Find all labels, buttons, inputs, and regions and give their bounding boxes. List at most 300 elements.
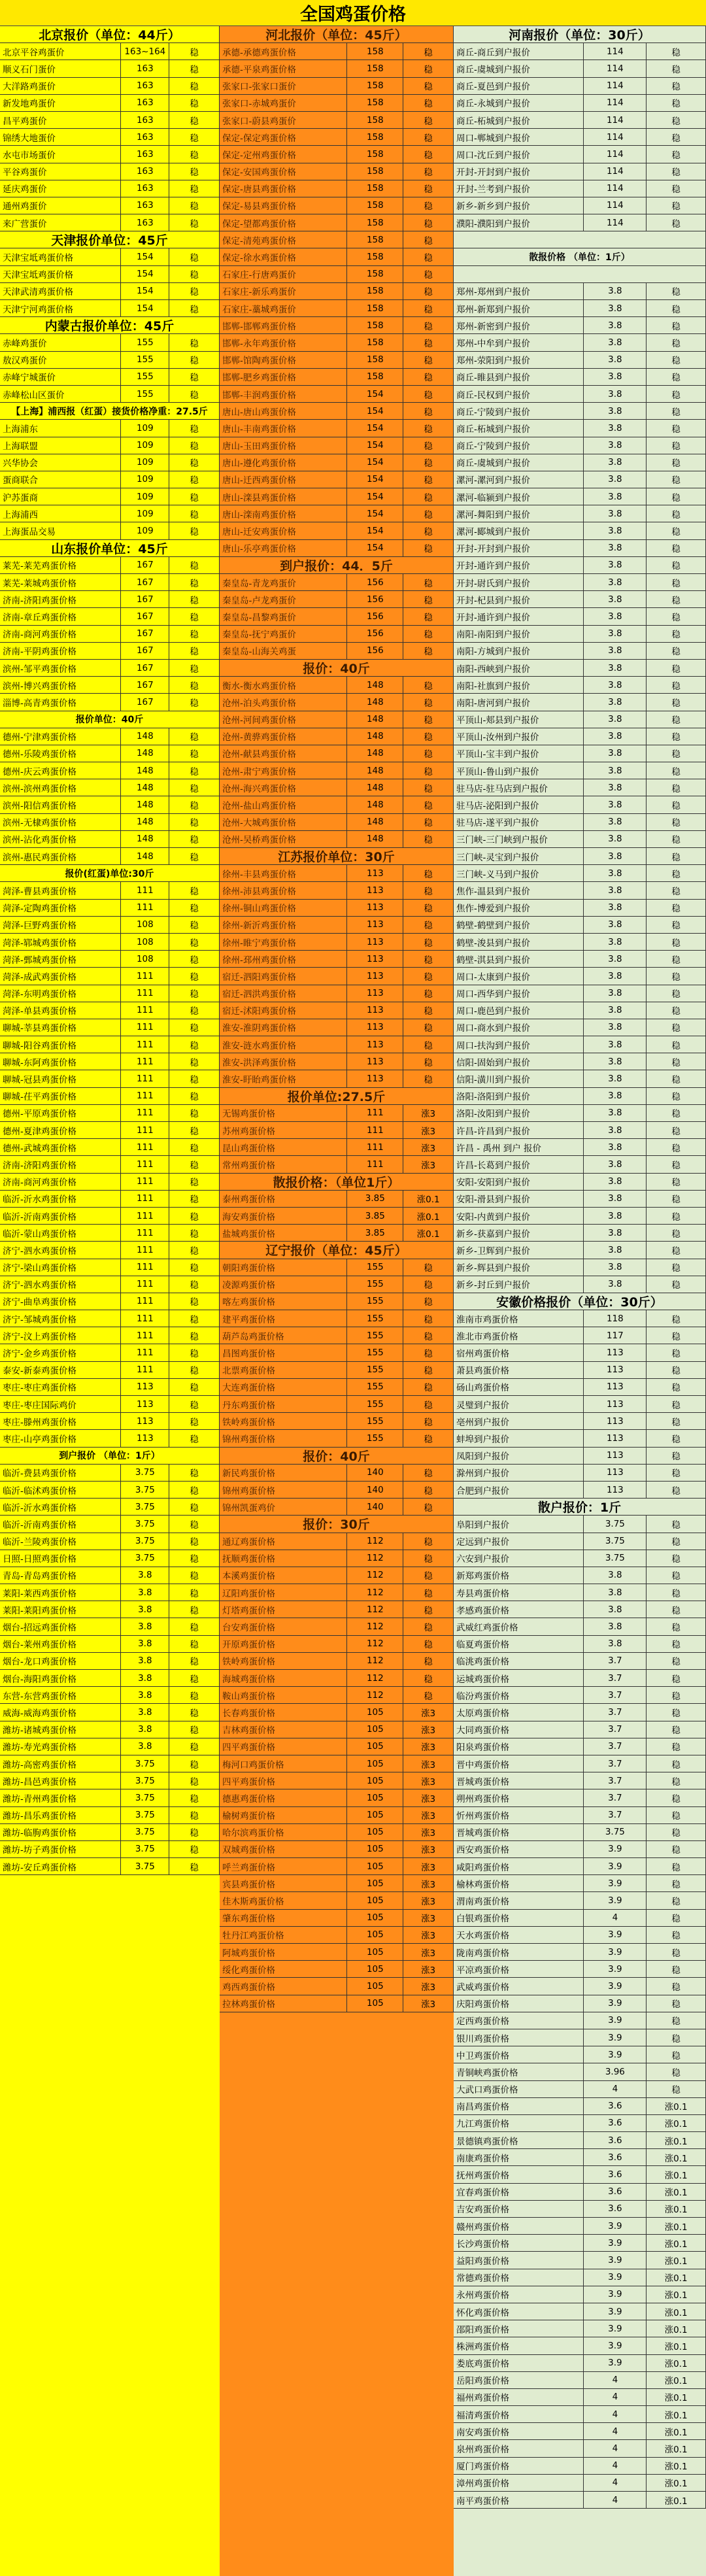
price-cell: 3.8 <box>584 352 647 368</box>
price-row <box>454 1122 706 1139</box>
price-cell: 3.75 <box>584 1824 647 1840</box>
region-name-cell: 邯郸-永年鸡蛋价格 <box>220 334 347 350</box>
trend-cell: 稳 <box>424 82 433 93</box>
region-name-cell: 建平鸡蛋价格 <box>220 1310 347 1327</box>
region-name-cell: 石家庄-藁城鸡蛋价 <box>220 300 347 316</box>
price-cell: 4 <box>584 2458 647 2474</box>
price-row <box>220 1755 454 1772</box>
price-cell: 3.8 <box>121 1704 169 1720</box>
trend-cell: 稳 <box>190 1640 199 1651</box>
region-name-cell: 砀山鸡蛋价格 <box>454 1379 584 1395</box>
price-cell: 3.8 <box>584 831 647 847</box>
price-row <box>220 985 454 1002</box>
region-name-cell: 开封-通许到户报价 <box>454 608 584 624</box>
trend-cell: 稳 <box>424 1657 433 1668</box>
price-cell: 113 <box>347 1070 403 1087</box>
trend-cell: 稳 <box>424 458 433 469</box>
price-row <box>0 129 220 146</box>
region-name-cell: 南平鸡蛋价格 <box>454 2492 584 2508</box>
region-name-cell: 阿城鸡蛋价格 <box>220 1944 347 1960</box>
price-row <box>454 1225 706 1242</box>
price-row <box>0 334 220 351</box>
trend-cell: 稳 <box>424 1349 433 1360</box>
price-cell: 113 <box>347 865 403 881</box>
price-row <box>454 1892 706 1909</box>
price-cell: 114 <box>584 163 647 180</box>
section-header <box>454 248 706 265</box>
region-name-cell: 合肥到户报价 <box>454 1482 584 1498</box>
price-cell: 3.8 <box>584 454 647 471</box>
price-cell: 112 <box>347 1550 403 1567</box>
trend-cell: 稳 <box>424 801 433 812</box>
region-name-cell: 益阳鸡蛋价格 <box>454 2252 584 2268</box>
price-cell: 156 <box>347 608 403 624</box>
price-row <box>454 214 706 231</box>
price-cell: 3.8 <box>584 1174 647 1190</box>
price-cell: 3.8 <box>584 1601 647 1618</box>
price-row <box>0 1208 220 1225</box>
trend-cell: 涨0.1 <box>664 2462 688 2473</box>
trend-cell: 稳 <box>671 1811 681 1822</box>
trend-cell: 稳 <box>671 1109 681 1120</box>
price-cell: 3.96 <box>584 2063 647 2080</box>
price-cell: 154 <box>347 471 403 488</box>
price-row <box>454 848 706 865</box>
region-name-cell: 鞍山鸡蛋价格 <box>220 1687 347 1703</box>
price-cell: 3.8 <box>584 591 647 607</box>
price-cell: 113 <box>347 951 403 967</box>
region-name-cell: 枣庄-枣庄鸡蛋价格 <box>0 1379 121 1395</box>
price-row <box>220 129 454 146</box>
price-row <box>220 745 454 762</box>
price-row <box>0 1755 220 1772</box>
trend-cell: 稳 <box>671 1742 681 1754</box>
price-row <box>0 1327 220 1344</box>
region-name-cell: 秦皇岛-卢龙鸡蛋价 <box>220 591 347 607</box>
region-name-cell: 枣庄-枣庄国际鸡价 <box>0 1396 121 1412</box>
price-row <box>220 934 454 951</box>
price-cell: 154 <box>347 522 403 539</box>
region-name-cell: 保定-安国鸡蛋价格 <box>220 163 347 180</box>
section-header <box>0 26 220 43</box>
trend-cell: 稳 <box>424 1366 433 1377</box>
section-header <box>220 1242 454 1259</box>
trend-cell: 稳 <box>671 1366 681 1377</box>
price-cell: 3.8 <box>584 1053 647 1070</box>
price-row <box>454 454 706 471</box>
trend-cell: 涨0.1 <box>664 2307 688 2318</box>
price-cell: 3.9 <box>584 1858 647 1874</box>
region-name-cell: 秦皇岛-昌黎鸡蛋价 <box>220 608 347 624</box>
region-name-cell: 周口-西华到户报价 <box>454 985 584 1002</box>
price-row <box>0 779 220 796</box>
price-row <box>0 1584 220 1601</box>
trend-cell: 稳 <box>671 509 681 520</box>
region-name-cell: 驻马店-驻马店到户报价 <box>454 779 584 796</box>
region-name-cell: 信阳-固始到户报价 <box>454 1053 584 1070</box>
price-row <box>454 1019 706 1036</box>
trend-cell: 稳 <box>671 972 681 983</box>
price-row <box>454 1789 706 1806</box>
price-row <box>220 334 454 351</box>
region-name-cell: 徐州-睢宁鸡蛋价格 <box>220 934 347 950</box>
price-cell: 113 <box>584 1465 647 1481</box>
price-row <box>0 369 220 386</box>
trend-cell: 稳 <box>671 1965 681 1976</box>
price-cell: 113 <box>347 917 403 933</box>
region-name-cell: 长春鸡蛋价格 <box>220 1704 347 1720</box>
section-header-text: 报价单位：40斤 <box>75 715 144 726</box>
price-cell: 3.9 <box>584 2320 647 2337</box>
price-cell: 3.8 <box>584 540 647 556</box>
region-name-cell: 商丘-夏邑到户报价 <box>454 78 584 94</box>
price-cell: 3.8 <box>584 968 647 984</box>
price-cell: 111 <box>347 1156 403 1172</box>
trend-cell: 稳 <box>424 1640 433 1651</box>
price-row <box>454 283 706 300</box>
price-cell: 148 <box>347 677 403 693</box>
region-name-cell: 灯塔鸡蛋价格 <box>220 1601 347 1618</box>
price-row <box>220 1208 454 1225</box>
price-row <box>220 163 454 180</box>
price-cell: 105 <box>347 1961 403 1977</box>
region-name-cell: 枣庄-山亭鸡蛋价格 <box>0 1430 121 1446</box>
price-cell: 3.8 <box>584 711 647 728</box>
trend-cell: 稳 <box>424 1605 433 1616</box>
trend-cell: 稳 <box>190 1092 199 1103</box>
region-name-cell: 洛阳-汝阳到户报价 <box>454 1105 584 1121</box>
price-cell: 3.75 <box>584 1516 647 1532</box>
trend-cell: 稳 <box>671 955 681 966</box>
trend-cell: 稳 <box>671 1417 681 1428</box>
price-row <box>220 728 454 745</box>
price-cell: 148 <box>121 814 169 830</box>
region-name-cell: 聊城-东阿鸡蛋价格 <box>0 1053 121 1070</box>
region-name-cell: 保定-清苑鸡蛋价格 <box>220 231 347 248</box>
trend-cell: 涨0.1 <box>664 2445 688 2456</box>
price-cell: 114 <box>584 78 647 94</box>
price-row <box>0 1396 220 1413</box>
price-row <box>454 2166 706 2183</box>
trend-cell: 稳 <box>671 749 681 760</box>
price-cell: 154 <box>347 454 403 471</box>
price-row <box>220 112 454 129</box>
price-row <box>454 2423 706 2440</box>
price-row <box>454 2029 706 2046</box>
trend-cell: 稳 <box>671 578 681 589</box>
price-row <box>454 1276 706 1293</box>
price-cell: 155 <box>121 386 169 402</box>
trend-cell: 稳 <box>424 869 433 880</box>
region-name-cell: 淮北市鸡蛋价格 <box>454 1327 584 1344</box>
section-header <box>220 1448 454 1465</box>
price-row <box>220 694 454 711</box>
price-cell: 111 <box>121 1259 169 1276</box>
trend-cell: 涨0.1 <box>664 2136 688 2147</box>
trend-cell: 稳 <box>190 1691 199 1702</box>
price-cell: 158 <box>347 369 403 385</box>
price-cell: 114 <box>584 180 647 197</box>
price-cell: 148 <box>121 779 169 796</box>
price-cell: 155 <box>347 1276 403 1293</box>
price-row <box>220 369 454 386</box>
price-row <box>0 1618 220 1635</box>
region-name-cell: 南阳-唐河到户报价 <box>454 694 584 710</box>
trend-cell: 稳 <box>671 766 681 777</box>
price-row <box>220 488 454 505</box>
region-name-cell: 葫芦岛鸡蛋价格 <box>220 1327 347 1344</box>
trend-cell: 稳 <box>671 2016 681 2027</box>
price-cell: 117 <box>584 1327 647 1344</box>
region-name-cell: 太原鸡蛋价格 <box>454 1704 584 1720</box>
trend-cell: 稳 <box>190 1280 199 1291</box>
trend-cell: 稳 <box>671 287 681 298</box>
price-cell: 3.6 <box>584 2115 647 2131</box>
trend-cell: 稳 <box>424 167 433 178</box>
section-header <box>220 1174 454 1191</box>
price-cell: 3.9 <box>584 2337 647 2354</box>
trend-cell: 稳 <box>671 1006 681 1017</box>
price-cell: 113 <box>584 1482 647 1498</box>
price-cell: 3.75 <box>121 1550 169 1567</box>
price-row <box>220 454 454 471</box>
price-row <box>220 643 454 660</box>
region-name-cell: 烟台-莱州鸡蛋价格 <box>0 1636 121 1652</box>
price-cell: 154 <box>121 266 169 282</box>
trend-cell: 稳 <box>190 150 199 161</box>
trend-cell: 稳 <box>671 1931 681 1942</box>
section-header-text: 天津报价单位：45斤 <box>51 233 168 248</box>
price-row <box>454 2440 706 2457</box>
price-cell: 167 <box>121 557 169 573</box>
region-name-cell: 开原鸡蛋价格 <box>220 1636 347 1652</box>
price-cell: 3.8 <box>584 1002 647 1019</box>
price-row <box>454 2475 706 2492</box>
trend-cell: 稳 <box>424 1006 433 1017</box>
trend-cell: 稳 <box>671 1280 681 1291</box>
price-row <box>454 2132 706 2149</box>
trend-cell: 稳 <box>424 1434 433 1445</box>
region-name-cell: 唐山-滦南鸡蛋价格 <box>220 505 347 522</box>
region-name-cell: 鹤壁-淇县到户报价 <box>454 951 584 967</box>
region-name-cell: 周口-鹿邑到户报价 <box>454 1002 584 1019</box>
price-cell: 4 <box>584 2389 647 2405</box>
trend-cell: 稳 <box>671 664 681 675</box>
price-row <box>220 1225 454 1242</box>
trend-cell: 稳 <box>190 1263 199 1274</box>
region-name-cell: 许昌-许昌到户报价 <box>454 1122 584 1138</box>
region-name-cell: 邯郸-馆陶鸡蛋价格 <box>220 352 347 368</box>
price-row <box>220 711 454 728</box>
price-cell: 3.75 <box>121 1755 169 1772</box>
region-name-cell: 武威鸡蛋价格 <box>454 1978 584 1994</box>
price-row <box>0 1533 220 1550</box>
price-cell: 113 <box>584 1448 647 1464</box>
trend-cell: 稳 <box>424 921 433 932</box>
price-row <box>454 1533 706 1550</box>
region-name-cell: 德州-乐陵鸡蛋价格 <box>0 745 121 762</box>
trend-cell: 稳 <box>190 475 199 486</box>
price-cell: 3.8 <box>584 505 647 522</box>
price-row <box>0 591 220 608</box>
price-row <box>0 420 220 437</box>
price-row <box>454 43 706 60</box>
trend-cell: 稳 <box>671 150 681 161</box>
region-name-cell: 九江鸡蛋价格 <box>454 2115 584 2131</box>
price-cell: 105 <box>347 1875 403 1891</box>
region-name-cell: 张家口-蔚县鸡蛋价 <box>220 112 347 128</box>
trend-cell: 稳 <box>424 116 433 127</box>
region-name-cell: 四平鸡蛋价格 <box>220 1772 347 1789</box>
price-row <box>454 1259 706 1276</box>
price-cell: 3.8 <box>584 1584 647 1601</box>
price-cell: 109 <box>121 488 169 505</box>
price-cell: 3.75 <box>121 1516 169 1532</box>
price-row <box>454 1242 706 1259</box>
trend-cell: 稳 <box>190 509 199 520</box>
price-cell: 3.8 <box>584 814 647 830</box>
trend-cell: 稳 <box>671 801 681 812</box>
price-cell: 3.75 <box>121 1824 169 1840</box>
price-cell: 3.9 <box>584 2218 647 2234</box>
region-name-cell: 上海联盟 <box>0 437 121 454</box>
trend-cell: 稳 <box>424 1588 433 1599</box>
region-name-cell: 商丘-宁陵到户报价 <box>454 403 584 419</box>
price-row <box>0 1310 220 1327</box>
price-row <box>220 1584 454 1601</box>
price-row <box>454 369 706 386</box>
price-row <box>220 1276 454 1293</box>
price-row <box>454 1396 706 1413</box>
price-cell: 3.9 <box>584 2012 647 2029</box>
price-row <box>220 1327 454 1344</box>
region-name-cell: 周口-郸城到户报价 <box>454 129 584 145</box>
blank-cell <box>454 231 705 248</box>
price-cell: 3.75 <box>584 1533 647 1550</box>
price-row <box>454 1327 706 1344</box>
region-name-cell: 安阳-内黄到户报价 <box>454 1208 584 1224</box>
region-name-cell: 烟台-海阳鸡蛋价格 <box>0 1670 121 1686</box>
price-row <box>220 1344 454 1361</box>
price-cell: 155 <box>347 1396 403 1412</box>
price-row <box>220 403 454 420</box>
price-cell: 3.6 <box>584 2149 647 2165</box>
price-cell: 113 <box>347 1002 403 1019</box>
price-cell: 148 <box>347 745 403 762</box>
region-name-cell: 焦作-博爱到户报价 <box>454 900 584 916</box>
price-row <box>0 1070 220 1087</box>
price-cell: 155 <box>121 352 169 368</box>
trend-cell: 稳 <box>671 1519 681 1531</box>
region-name-cell: 泰州鸡蛋价格 <box>220 1191 347 1207</box>
price-cell: 4 <box>584 2475 647 2491</box>
price-row <box>0 1105 220 1122</box>
section-header-text: 散报价格 （单位：1斤） <box>529 252 630 263</box>
price-row <box>0 1242 220 1259</box>
trend-cell: 稳 <box>424 1485 433 1497</box>
region-name-cell: 沧州-盐山鸡蛋价格 <box>220 796 347 813</box>
trend-cell: 稳 <box>424 509 433 520</box>
region-name-cell: 肇东鸡蛋价格 <box>220 1910 347 1926</box>
section-header-text: 河南报价（单位：30斤） <box>509 28 650 43</box>
price-row <box>0 694 220 711</box>
trend-cell: 稳 <box>190 64 199 75</box>
price-cell: 113 <box>347 1019 403 1036</box>
price-cell: 3.9 <box>584 1944 647 1960</box>
price-row <box>0 163 220 180</box>
section-header-text: 山东报价单位：45斤 <box>51 541 168 556</box>
region-name-cell: 张家口-张家口蛋价 <box>220 78 347 94</box>
trend-cell: 稳 <box>671 1708 681 1719</box>
section-header-text: 到户报价：44．5斤 <box>280 558 393 573</box>
price-cell: 3.9 <box>584 1978 647 1994</box>
trend-cell: 涨0.1 <box>664 2427 688 2438</box>
trend-cell: 涨3 <box>421 1742 436 1754</box>
region-name-cell: 佳木斯鸡蛋价格 <box>220 1892 347 1908</box>
region-name-cell: 滨州-惠民鸡蛋价格 <box>0 848 121 864</box>
section-header <box>220 26 454 43</box>
price-cell: 3.75 <box>584 1550 647 1567</box>
price-row <box>454 1430 706 1447</box>
price-row <box>0 437 220 454</box>
trend-cell: 稳 <box>671 1195 681 1206</box>
region-name-cell: 安阳-滑县到户报价 <box>454 1191 584 1207</box>
region-name-cell: 沧州-黄骅鸡蛋价格 <box>220 728 347 745</box>
region-name-cell: 郑州-新密到户报价 <box>454 317 584 333</box>
trend-cell: 稳 <box>424 1400 433 1411</box>
price-row <box>454 1191 706 1208</box>
price-cell: 3.75 <box>121 1499 169 1515</box>
price-cell: 114 <box>584 146 647 162</box>
price-cell: 4 <box>584 2423 647 2439</box>
price-row <box>0 112 220 129</box>
price-row <box>0 471 220 488</box>
region-name-cell: 滨州-博兴鸡蛋价格 <box>0 677 121 693</box>
region-name-cell: 潍坊-临朐鸡蛋价格 <box>0 1824 121 1840</box>
trend-cell: 稳 <box>671 1229 681 1240</box>
trend-cell: 稳 <box>424 1314 433 1325</box>
price-row <box>454 2252 706 2269</box>
region-name-cell: 忻州鸡蛋价格 <box>454 1807 584 1823</box>
price-row <box>454 540 706 557</box>
trend-cell: 涨3 <box>421 1999 436 2010</box>
price-cell: 3.8 <box>584 369 647 385</box>
price-row <box>454 2337 706 2354</box>
region-name-cell: 厦门鸡蛋价格 <box>454 2458 584 2474</box>
price-cell: 154 <box>347 505 403 522</box>
price-cell: 105 <box>347 1978 403 1994</box>
price-row <box>220 1618 454 1635</box>
price-cell: 113 <box>584 1430 647 1446</box>
price-row <box>454 814 706 831</box>
trend-cell: 稳 <box>424 1691 433 1702</box>
price-cell: 105 <box>347 1841 403 1857</box>
price-cell: 3.9 <box>584 2029 647 2046</box>
price-row <box>0 1191 220 1208</box>
trend-cell: 稳 <box>424 749 433 760</box>
price-row <box>454 1807 706 1824</box>
region-name-cell: 昌图鸡蛋价格 <box>220 1344 347 1361</box>
price-row <box>0 1738 220 1755</box>
trend-cell: 稳 <box>671 1623 681 1634</box>
price-row <box>0 951 220 968</box>
trend-cell: 稳 <box>424 424 433 435</box>
region-name-cell: 滨州-无棣鸡蛋价格 <box>0 814 121 830</box>
price-cell: 3.8 <box>584 660 647 676</box>
price-cell: 111 <box>121 1019 169 1036</box>
price-cell: 155 <box>121 334 169 350</box>
price-cell: 3.8 <box>584 917 647 933</box>
